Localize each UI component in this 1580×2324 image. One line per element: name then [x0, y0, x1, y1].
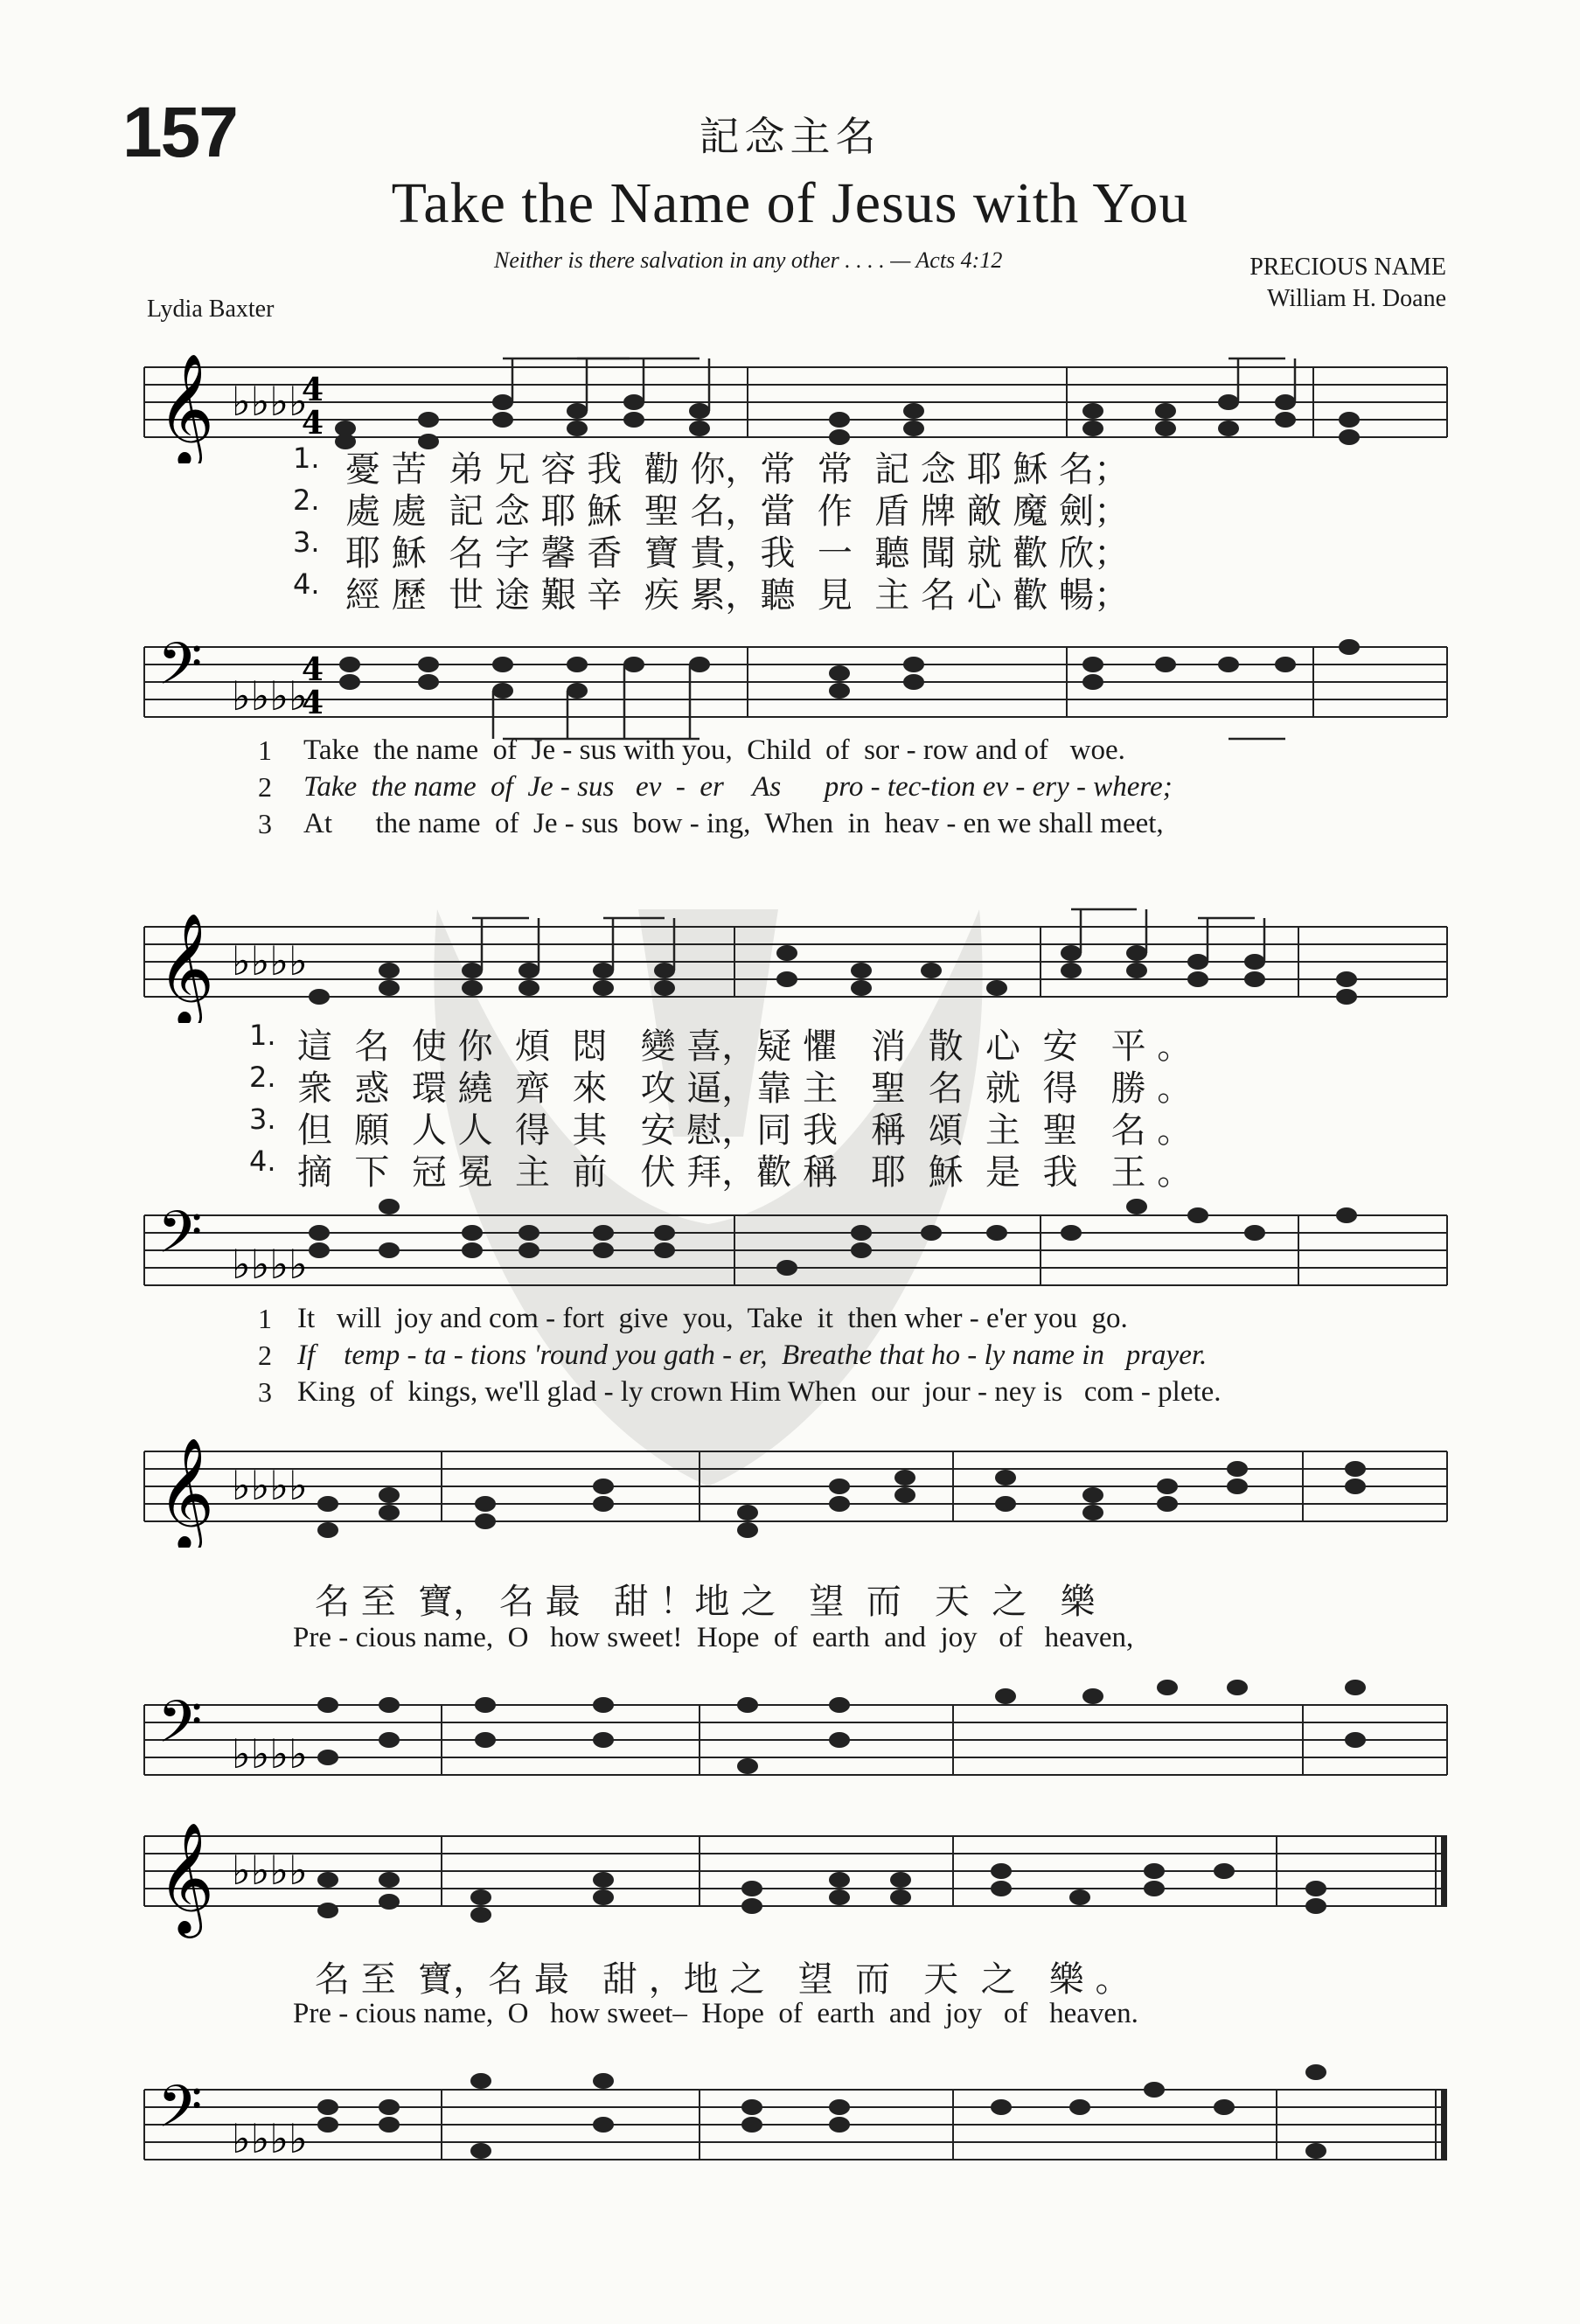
composer: William H. Doane: [1267, 285, 1446, 312]
chinese-lyrics-system-1: [293, 442, 1430, 616]
verse-number: 1.: [249, 1019, 276, 1052]
svg-text:♭♭♭♭: ♭♭♭♭: [232, 1730, 308, 1778]
hymn-number: 157: [122, 93, 237, 172]
bass-staff-3-lines: [140, 1670, 1451, 1801]
bass-staff-3: [140, 1670, 1451, 1778]
treble-staff-4: [140, 1801, 1451, 1933]
verse-number: 3: [258, 808, 272, 839]
verse-number: 4.: [249, 1145, 276, 1178]
english-refrain-line-1: Pre - cious name, O how sweet! Hope of earth and joy of heaven,: [293, 1622, 1134, 1653]
scripture-reference: Neither is there salvation in any other . . . . — Acts 4:12: [494, 247, 1003, 273]
verse-text: 憂 苦 弟 兄 容 我 勸 你，常 常 記 念 耶 穌 名；: [345, 449, 1130, 490]
svg-text:♭♭♭♭: ♭♭♭♭: [232, 1241, 308, 1288]
verse-text: 衆 惑 環 繞 齊 來 攻 逼，靠 主 聖 名 就 得 勝 。: [297, 1068, 1193, 1109]
svg-text:4: 4: [302, 372, 324, 408]
verse-text: If temp - ta - tions 'round you gath - er, Breathe that ho - ly name in prayer.: [297, 1339, 1208, 1371]
svg-text:4: 4: [302, 405, 324, 442]
verse-number: 2.: [249, 1061, 276, 1094]
tune-name: PRECIOUS NAME: [1249, 254, 1446, 281]
treble-staff-2-lines: [140, 892, 1451, 1023]
treble-staff-1: [140, 332, 1451, 463]
treble-staff-2: [140, 892, 1451, 1023]
verse-number: 3.: [293, 525, 320, 559]
svg-text:♭♭♭♭: ♭♭♭♭: [232, 2115, 308, 2162]
verse-text: Take the name of Je - sus with you, Child of sor - row and of woe.: [303, 734, 1125, 766]
bass-staff-4-lines: [140, 2055, 1451, 2195]
bass-staff-1: [140, 612, 1451, 721]
svg-text:♭♭♭♭: ♭♭♭♭: [232, 1462, 308, 1509]
verse-text: King of kings, we'll glad - ly crown Him When our jour - ney is com - plete.: [297, 1376, 1222, 1408]
verse-text: It will joy and com - fort give you, Take it then wher - e'er you go.: [297, 1303, 1128, 1334]
svg-text:♭♭♭♭: ♭♭♭♭: [232, 937, 308, 985]
verse-number: 4.: [293, 567, 320, 601]
svg-text:4: 4: [302, 685, 324, 721]
svg-text:𝄢: 𝄢: [157, 2073, 203, 2154]
verse-number: 3.: [249, 1103, 276, 1136]
verse-text: 經 歷 世 途 艱 辛 疾 累，聽 見 主 名 心 歡 暢；: [345, 575, 1130, 616]
treble-staff-3-lines: [140, 1416, 1451, 1548]
bass-staff-1-lines: [140, 612, 1451, 752]
chinese-title: 記念主名: [699, 113, 881, 160]
english-lyrics-system-2: [258, 1303, 1482, 1416]
svg-text:𝄞: 𝄞: [157, 1437, 215, 1548]
svg-text:♭♭♭♭: ♭♭♭♭: [232, 1847, 308, 1894]
treble-staff-4-lines: [140, 1801, 1451, 1941]
verse-number: 1: [258, 1303, 272, 1334]
verse-number: 3: [258, 1376, 272, 1408]
verse-text: 處 處 記 念 耶 穌 聖 名，當 作 盾 牌 敵 魔 劍；: [345, 491, 1130, 532]
english-lyrics-system-1: [258, 734, 1482, 848]
verse-number: 1.: [293, 442, 320, 475]
chinese-refrain-line-2: 名 至 寶，名 最 甜 ，地 之 望 而 天 之 樂 。: [315, 1959, 1131, 2000]
verse-number: 1: [258, 734, 272, 766]
bass-staff-4: [140, 2055, 1451, 2162]
verse-text: 摘 下 冠 冕 主 前 伏 拜，歡 稱 耶 穌 是 我 王 。: [297, 1152, 1193, 1193]
verse-text: 但 願 人 人 得 其 安 慰，同 我 稱 頌 主 聖 名 。: [297, 1110, 1193, 1151]
svg-text:𝄞: 𝄞: [157, 1821, 215, 1933]
verse-text: At the name of Je - sus bow - ing, When in heav - en we shall meet,: [303, 808, 1164, 839]
english-refrain-line-2: Pre - cious name, O how sweet– Hope of earth and joy of heaven.: [293, 1998, 1138, 2029]
chinese-refrain-line-1: 名 至 寶， 名 最 甜 ！地 之 望 而 天 之 樂: [315, 1582, 1096, 1622]
hymn-title: Take the Name of Jesus with You: [391, 171, 1189, 235]
svg-text:♭♭♭♭: ♭♭♭♭: [232, 672, 308, 720]
bass-staff-2: [140, 1180, 1451, 1288]
svg-text:𝄢: 𝄢: [157, 1688, 203, 1770]
chinese-lyrics-system-2: [249, 1019, 1473, 1193]
svg-text:𝄢: 𝄢: [157, 630, 203, 712]
verse-text: 這 名 使 你 煩 悶 變 喜，疑 懼 消 散 心 安 平 。: [297, 1026, 1193, 1067]
treble-staff-3: [140, 1416, 1451, 1548]
verse-text: 耶 穌 名 字 馨 香 寶 貴，我 一 聽 聞 就 歡 欣；: [345, 533, 1130, 574]
svg-text:♭♭♭♭: ♭♭♭♭: [232, 378, 308, 425]
verse-text: Take the name of Je - sus ev - er As pro - tec-tion ev - ery - where;: [303, 771, 1173, 803]
svg-text:4: 4: [302, 651, 324, 688]
bass-staff-2-lines: [140, 1180, 1451, 1320]
svg-text:𝄞: 𝄞: [157, 352, 215, 463]
verse-number: 2.: [293, 484, 320, 517]
svg-text:𝄞: 𝄞: [157, 912, 215, 1023]
svg-text:𝄢: 𝄢: [157, 1199, 203, 1280]
verse-number: 2: [258, 771, 272, 803]
verse-number: 2: [258, 1339, 272, 1371]
lyricist: Lydia Baxter: [147, 296, 275, 323]
